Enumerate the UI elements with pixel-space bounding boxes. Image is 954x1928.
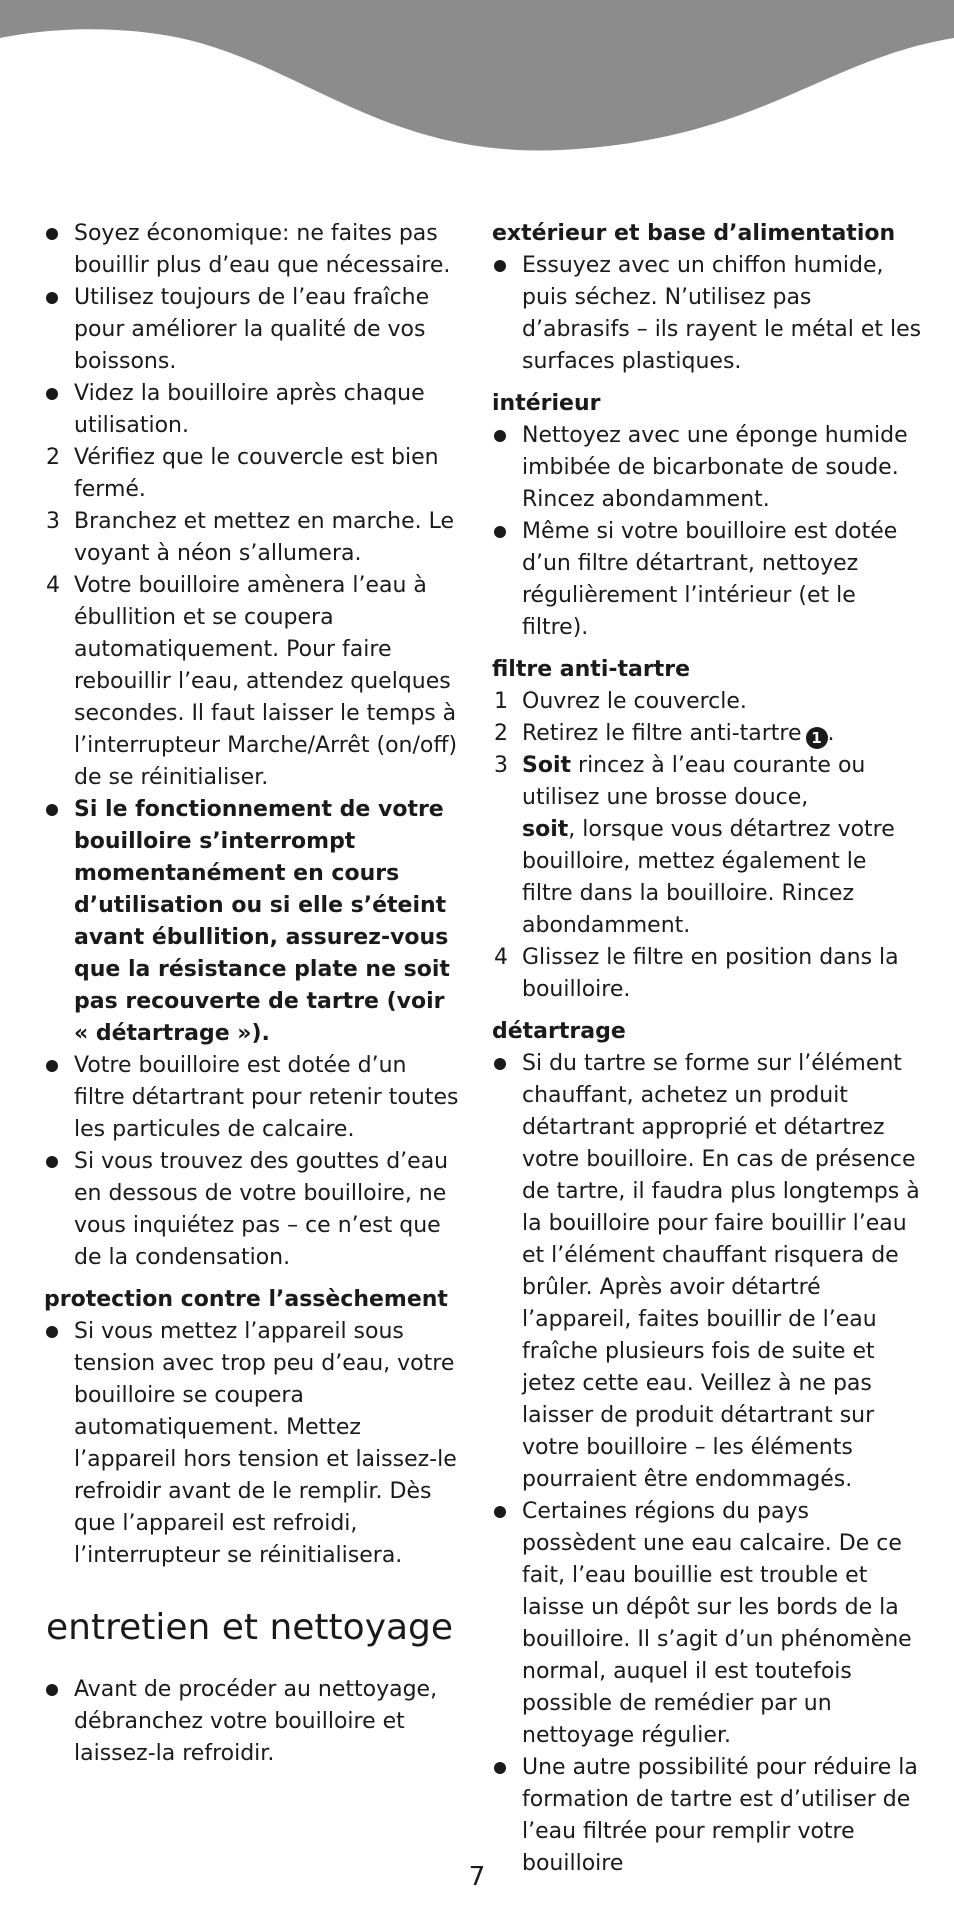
heading-detartrage: détartrage [492, 1019, 626, 1044]
bullet-icon [46, 292, 58, 304]
item-text: Votre bouilloire amènera l’eau à ébullition et se coupera automatiquement. Pour faire rebouillir l’eau, attendez quelques secondes. Il faut laisser le temps à l’interrupteur Marche/Arrêt (on/off) de se réinitialiser. [74, 573, 458, 790]
bullet-icon [46, 1156, 58, 1168]
item-number: 1 [494, 689, 508, 714]
bullet-icon [494, 260, 506, 272]
item-bold-text: soit [522, 817, 569, 842]
numbered-item [44, 442, 464, 506]
numbered-item [492, 718, 922, 750]
section-title: entretien et nettoyage [46, 1607, 454, 1648]
bullet-item [44, 1674, 464, 1770]
item-text: Une autre possibilité pour réduire la formation de tartre est d’utiliser de l’eau filtrée pour remplir votre bouilloire [522, 1755, 918, 1876]
item-text: Si vous trouvez des gouttes d’eau en dessous de votre bouilloire, ne vous inquiétez pas – ce n’est que de la condensation. [74, 1149, 449, 1270]
item-text: Votre bouilloire est dotée d’un filtre détartrant pour retenir toutes les particules de calcaire. [74, 1053, 459, 1142]
bullet-icon [494, 430, 506, 442]
bullet-icon [494, 1058, 506, 1070]
heading-protection: protection contre l’assèchement [44, 1287, 448, 1312]
bullet-item [44, 1316, 464, 1572]
item-text: Essuyez avec un chiffon humide, puis séchez. N’utilisez pas d’abrasifs – ils rayent le métal et les surfaces plastiques. [522, 253, 922, 374]
item-text: Branchez et mettez en marche. Le voyant à néon s’allumera. [74, 509, 455, 566]
item-bold-text: Soit [522, 753, 572, 778]
numbered-item [492, 750, 922, 942]
item-number: 4 [494, 945, 508, 970]
item-text: Avant de procéder au nettoyage, débranchez votre bouilloire et laissez-la refroidir. [74, 1677, 438, 1766]
item-text: Utilisez toujours de l’eau fraîche pour améliorer la qualité de vos boissons. [74, 285, 430, 374]
bullet-item [44, 282, 464, 378]
left-list-b [44, 1316, 464, 1572]
item-text: Si le fonctionnement de votre bouilloire s’interrompt momentanément en cours d’utilisation ou si elle s’éteint avant ébullition, assurez-vous que la résistance plate ne soit pas recouverte de tartre (voir « détartrage »). [74, 797, 450, 1046]
bullet-item [44, 794, 464, 1050]
bullet-item [44, 378, 464, 442]
item-text: Soyez économique: ne faites pas bouillir plus d’eau que nécessaire. [74, 221, 451, 278]
numbered-item [44, 506, 464, 570]
bullet-item [492, 420, 922, 516]
bullet-icon [46, 228, 58, 240]
bullet-item [492, 250, 922, 378]
bullet-icon [46, 1684, 58, 1696]
bullet-icon [494, 526, 506, 538]
bullet-item [44, 1146, 464, 1274]
item-number: 4 [46, 573, 60, 598]
item-text: , lorsque vous détartrez votre bouilloire, mettez également le filtre dans la bouilloire. Rincez abondamment. [522, 817, 895, 938]
item-text: Vérifiez que le couvercle est bien fermé. [74, 445, 439, 502]
interieur-list [492, 420, 922, 644]
item-text-end: . [827, 721, 835, 746]
bullet-icon [46, 388, 58, 400]
detartrage-list [492, 1048, 922, 1880]
bullet-icon [494, 1762, 506, 1774]
bullet-icon [46, 804, 58, 816]
item-text: Même si votre bouilloire est dotée d’un filtre détartrant, nettoyez régulièrement l’intérieur (et le filtre). [522, 519, 898, 640]
item-text: Si vous mettez l’appareil sous tension avec trop peu d’eau, votre bouilloire se coupera automatiquement. Mettez l’appareil hors tension et laissez-le refroidir avant de le remplir. Dès que l’appareil est refroidi, l’interrupteur se réinitialisera. [74, 1319, 457, 1568]
left-list-a [44, 218, 464, 1274]
header-wave-decoration [0, 0, 954, 160]
heading-filtre: filtre anti-tartre [492, 657, 690, 682]
heading-interieur: intérieur [492, 391, 601, 416]
bullet-item [44, 218, 464, 282]
left-column [44, 218, 464, 1770]
bullet-item [492, 1048, 922, 1496]
item-number: 2 [494, 721, 508, 746]
item-number: 2 [46, 445, 60, 470]
item-text: Retirez le filtre anti-tartre [522, 721, 802, 746]
right-column [492, 218, 922, 1880]
filtre-steps [492, 686, 922, 1006]
bullet-item [492, 516, 922, 644]
bullet-item [492, 1752, 922, 1880]
bullet-item [492, 1496, 922, 1752]
numbered-item [44, 570, 464, 794]
item-number: 3 [46, 509, 60, 534]
numbered-item [492, 686, 922, 718]
item-text: rincez à l’eau courante ou utilisez une brosse douce, [522, 753, 866, 810]
left-list-c [44, 1674, 464, 1770]
figure-reference-badge: 1 [806, 727, 828, 749]
item-text: Videz la bouilloire après chaque utilisation. [74, 381, 425, 438]
item-text: Glissez le filtre en position dans la bouilloire. [522, 945, 899, 1002]
numbered-item [492, 942, 922, 1006]
bullet-item [44, 1050, 464, 1146]
bullet-icon [46, 1060, 58, 1072]
item-text: Nettoyez avec une éponge humide imbibée de bicarbonate de soude. Rincez abondamment. [522, 423, 908, 512]
item-number: 3 [494, 753, 508, 778]
exterieur-list [492, 250, 922, 378]
page-number: 7 [468, 1862, 486, 1892]
heading-exterieur: extérieur et base d’alimentation [492, 221, 896, 246]
item-text: Ouvrez le couvercle. [522, 689, 747, 714]
bullet-icon [46, 1326, 58, 1338]
item-text: Si du tartre se forme sur l’élément chauffant, achetez un produit détartrant approprié et détartrez votre bouilloire. En cas de présence de tartre, il faudra plus longtemps à la bouilloire pour faire bouillir l’eau et l’élément chauffant risquera de brûler. Après avoir détartré l’appareil, faites bouillir de l’eau fraîche plusieurs fois de suite et jetez cette eau. Veillez à ne pas laisser de produit détartrant sur votre bouilloire – les éléments pourraient être endommagés. [522, 1051, 920, 1492]
item-text: Certaines régions du pays possèdent une eau calcaire. De ce fait, l’eau bouillie est trouble et laisse un dépôt sur les bords de la bouilloire. Il s’agit d’un phénomène normal, auquel il est toutefois possible de remédier par un nettoyage régulier. [522, 1499, 912, 1748]
bullet-icon [494, 1506, 506, 1518]
